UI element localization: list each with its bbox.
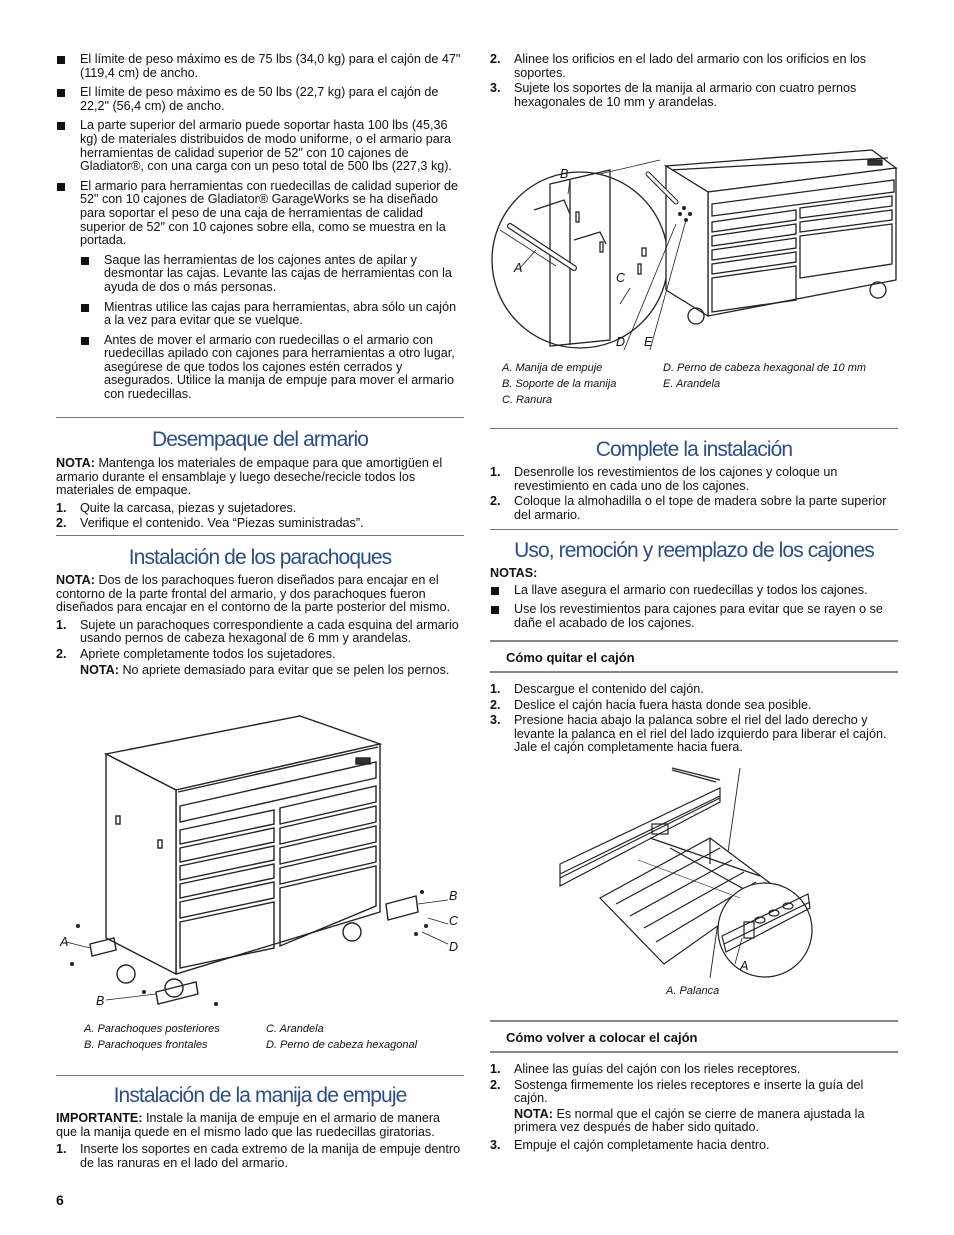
- list-item: Antes de mover el armario con ruedecillas o el armario con ruedecillas apilado con cajones para herramientas a otro lugar, asegúrese de que todos los cajones estén cerrados y asegurados. Utilice la manija de empuje para mover el armario con ruedecillas.: [80, 334, 464, 402]
- subsection-divider: [490, 671, 898, 673]
- list-item: Use los revestimientos para cajones para evitar que se rayen o se dañe el acabado de los cajones.: [490, 603, 898, 630]
- section-divider: [56, 1075, 464, 1076]
- list-item: El límite de peso máximo es de 75 lbs (34,0 kg) para el cajón de 47" (119,4 cm) de ancho.: [56, 53, 464, 80]
- handle-section: [56, 1112, 464, 1172]
- bumpers-note: NOTA: Dos de los parachoques fueron diseñados para encajar en el contorno de la parte frontal del armario, y dos parachoques fueron diseñados para encajar en el contorno de la parte posterior del mismo.: [56, 573, 451, 615]
- subsection-divider: [490, 1051, 898, 1053]
- list-item: Saque las herramientas de los cajones antes de apilar y desmontar las cajas. Levante las cajas de herramientas con la ayuda de dos o más personas.: [80, 254, 464, 295]
- section-title-handle: Instalación de la manija de empuje: [113, 1084, 407, 1107]
- handle-important: IMPORTANTE: Instale la manija de empuje en el armario de manera que la manija quede en el mismo lado que las ruedecillas giratorias.: [56, 1111, 441, 1139]
- handle-captions: A. Manija de empuje B. Soporte de la manija C. Ranura D. Perno de cabeza hexagonal de 10 mm E. Arandela: [502, 362, 867, 406]
- section-title-complete: Complete la instalación: [595, 438, 793, 461]
- list-item: La parte superior del armario puede soportar hasta 100 lbs (45,36 kg) de materiales distribuidos de modo uniforme, o el armario para herramientas de calidad superior de 52" con 10 cajones de Gladiator®, con una carga con un peso total de 500 lbs (227,3 kg).: [56, 119, 464, 173]
- drawers-section: [490, 567, 898, 636]
- section-divider: [56, 417, 464, 418]
- complete-section: [490, 466, 898, 524]
- step2-note: NOTA: No apriete demasiado para evitar que se pelen los pernos.: [80, 662, 450, 677]
- list-item: Mientras utilice las cajas para herramientas, abra sólo un cajón a la vez para evitar que se vuelque.: [80, 301, 464, 328]
- section-title-drawers: Uso, remoción y reemplazo de los cajones: [514, 539, 874, 562]
- section-divider: [56, 535, 464, 536]
- section-divider: [490, 428, 898, 429]
- list-item: El armario para herramientas con ruedecillas de calidad superior de 52" con 10 cajones de Gladiator® GarageWorks se ha diseñado para soportar el peso de una caja de herramientas de calidad superior de 52" con 10 cajones sobre ella, como se muestra en la portada.: [56, 180, 464, 248]
- subsection-divider: [490, 1020, 898, 1022]
- weight-bullets: [56, 53, 464, 408]
- cabinet-bumper-illustration: [56, 712, 464, 1012]
- figure-label: A: [514, 261, 523, 275]
- handle-steps-cont: [490, 53, 898, 111]
- subsection-divider: [490, 640, 898, 642]
- figure-label: D: [616, 335, 626, 349]
- subsection-title-replace: Cómo volver a colocar el cajón: [506, 1030, 698, 1045]
- list-item: 3. Presione hacia abajo la palanca sobre el riel del lado derecho y levante la palanca en el riel del lado izquierdo para liberar el cajón. Jale el cajón completamente hacia fuera.: [490, 713, 887, 755]
- replace-steps: [490, 1063, 898, 1155]
- push-handle-illustration: [490, 140, 898, 350]
- list-item: 2. Alinee los orificios en el lado del armario con los orificios en los soportes.: [490, 52, 867, 80]
- list-item: 2. Sostenga firmemente los rieles receptores e inserte la guía del cajón.: [490, 1077, 864, 1106]
- figure-label: E: [644, 335, 653, 349]
- figure-label: D: [449, 940, 459, 954]
- list-item: 2. Coloque la almohadilla o el tope de madera sobre la parte superior del armario.: [490, 494, 887, 522]
- figure-label: A: [60, 935, 69, 949]
- list-item: 1. Quite la carcasa, piezas y sujetadores.: [56, 500, 297, 515]
- section-divider: [490, 529, 898, 530]
- list-item: 1. Descargue el contenido del cajón.: [490, 682, 704, 696]
- list-item: 1. Sujete un parachoques correspondiente a cada esquina del armario usando pernos de cabeza hexagonal de 6 mm y arandelas.: [56, 617, 459, 646]
- drawer-removal-illustration: [560, 768, 830, 978]
- page-number: 6: [56, 1192, 64, 1208]
- list-item: 2. Verifique el contenido. Vea “Piezas suministradas”.: [56, 516, 364, 531]
- bumper-captions: A. Parachoques posteriores B. Parachoques frontales C. Arandela D. Perno de cabeza hexagonal: [84, 1023, 418, 1051]
- list-item: 2. Apriete completamente todos los sujetadores.: [56, 646, 336, 661]
- unpack-section: [56, 457, 464, 533]
- figure-label: A: [740, 959, 749, 973]
- subsection-title-remove: Cómo quitar el cajón: [506, 650, 635, 665]
- unpack-note: NOTA: Mantenga los materiales de empaque para que amortigüen el armario durante el ensamblaje y luego deseche/recicle todos los materiales de empaque.: [56, 456, 443, 498]
- list-item: 2. Deslice el cajón hacia fuera hasta donde sea posible.: [490, 697, 812, 712]
- notes-label: NOTAS:: [490, 566, 538, 580]
- figure-label: C: [449, 914, 459, 928]
- replace-note: NOTA: Es normal que el cajón se cierre de manera ajustada la primera vez después de haber sido quitado.: [514, 1106, 865, 1135]
- list-item: 1. Desenrolle los revestimientos de los cajones y coloque un revestimiento en cada uno de los cajones.: [490, 465, 838, 493]
- list-item: 1. Alinee las guías del cajón con los rieles receptores.: [490, 1062, 801, 1076]
- figure-label: B: [560, 167, 569, 181]
- list-item: 1. Inserte los soportes en cada extremo de la manija de empuje dentro de las ranuras en el lado del armario.: [56, 1142, 461, 1170]
- list-item: 3. Empuje el cajón completamente hacia dentro.: [490, 1137, 770, 1152]
- section-title-unpack: Desempaque del armario: [152, 428, 368, 451]
- remove-steps: [490, 683, 898, 757]
- section-title-bumpers: Instalación de los parachoques: [128, 546, 392, 569]
- list-item: La llave asegura el armario con ruedecillas y todos los cajones.: [490, 584, 898, 598]
- list-item: El límite de peso máximo es de 50 lbs (22,7 kg) para el cajón de 22,2" (56,4 cm) de ancho.: [56, 86, 464, 113]
- figure-label: C: [616, 271, 626, 285]
- lever-caption: A. Palanca: [666, 985, 720, 997]
- bumpers-section: [56, 574, 464, 679]
- list-item: 3. Sujete los soportes de la manija al armario con cuatro pernos hexagonales de 10 mm y arandelas.: [490, 81, 857, 109]
- figure-label: B: [96, 994, 105, 1008]
- figure-label: B: [449, 889, 458, 903]
